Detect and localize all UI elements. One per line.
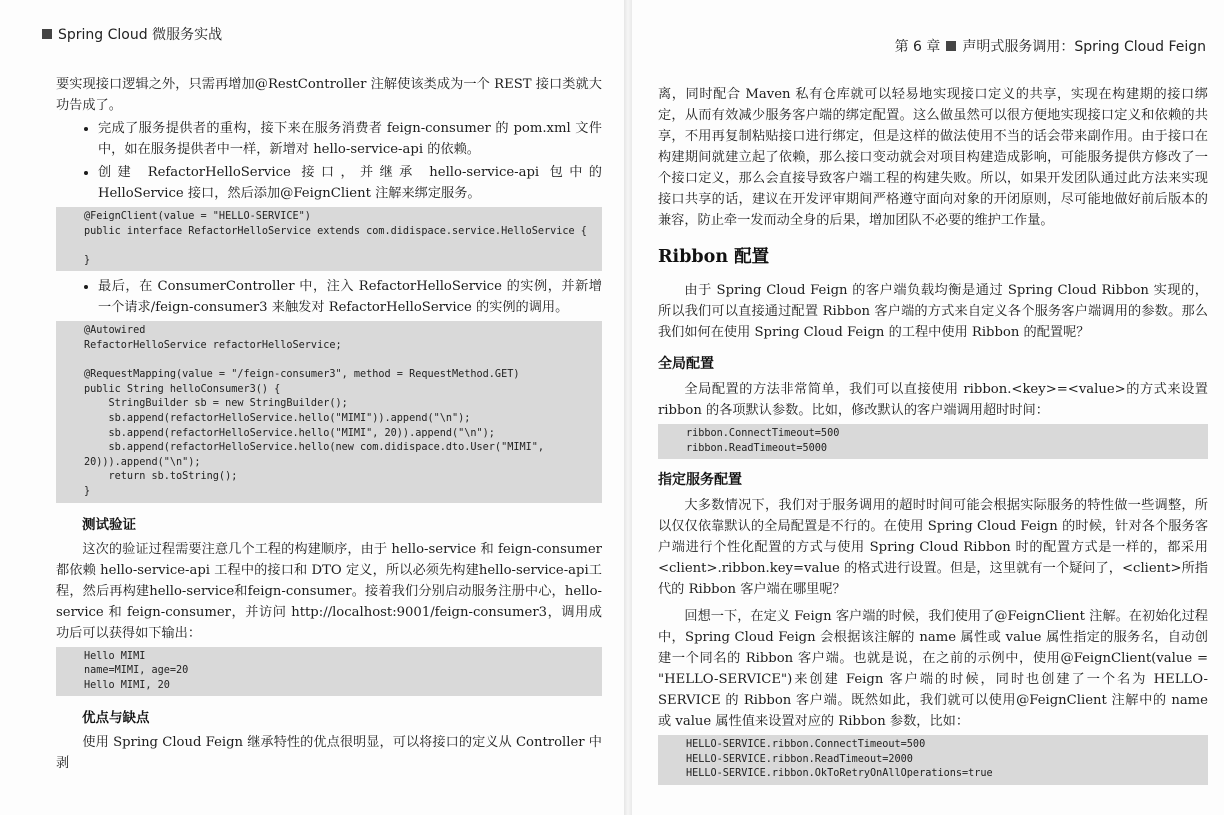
code-block-service-ribbon: HELLO-SERVICE.ribbon.ConnectTimeout=500 HELLO-SERVICE.ribbon.ReadTimeout=2000 HELLO-SERVICE.ribbon.OkToRetryOnAllOperations=true <box>658 735 1208 785</box>
running-header-right: 第 6 章 声明式服务调用：Spring Cloud Feign <box>894 39 1206 55</box>
paragraph-ribbon-intro: 由于 Spring Cloud Feign 的客户端负载均衡是通过 Spring Cloud Ribbon 实现的，所以我们可以直接通过配置 Ribbon 客户端的方式来自定义各个服务客户端调用的参数。那么我们如何在使用 Spring Cloud Feign 的工程中使用 Ribbon 的配置呢？ <box>658 283 1208 340</box>
left-content <box>56 74 602 774</box>
running-header-left: Spring Cloud 微服务实战 <box>42 24 222 44</box>
header-square-icon <box>42 29 52 39</box>
left-paragraph-intro: 要实现接口逻辑之外，只需再增加@RestController 注解使该类成为一个 REST 接口类就大功告成了。 <box>56 77 602 113</box>
book-gutter <box>624 0 632 815</box>
right-content <box>658 84 1208 790</box>
bullet-list-a <box>56 118 602 204</box>
code-block-global: ribbon.ConnectTimeout=500 ribbon.ReadTimeout=5000 <box>658 424 1208 459</box>
bullet-item: • 创建 RefactorHelloService 接口，并继承 hello-service-api 包中的 HelloService 接口，然后添加@FeignClient 注解来绑定服务。 <box>98 162 602 204</box>
bullet-list-b <box>56 276 602 318</box>
heading-specific-config: 指定服务配置 <box>658 472 742 489</box>
code-block-controller: @Autowired RefactorHelloService refactorHelloService; @RequestMapping(value = "/feign-consumer3", method = RequestMethod.GET) public String helloConsumer3() { StringBuilder sb = new StringBuilder(); sb.append(refactorHelloService.hello("MIMI")).append("\n"); sb.append(refactorHelloService.hello("MIMI", 20)).append("\n"); sb.append(refactorHelloService.hello(new com.didispace.dto.User("MIMI", 20))).append("\n"); return sb.toString(); } <box>56 321 602 502</box>
heading-pros-cons: 优点与缺点 <box>82 710 150 727</box>
paragraph-specific-2: 回想一下，在定义 Feign 客户端的时候，我们使用了@FeignClient 注解。在初始化过程中，Spring Cloud Feign 会根据该注解的 name 属性或 value 属性指定的服务名，自动创建一个同名的 Ribbon 客户端。也就是说，在之前的示例中，使用@FeignClient(value = "HELLO-SERVICE")来创建 Feign 客户端的时候，同时也创建了一个名为 HELLO-SERVICE 的 Ribbon 客户端。既然如此，我们就可以使用@FeignClient 注解中的 name 或 value 属性值来设置对应的 Ribbon 参数，比如： <box>658 609 1208 730</box>
bullet-item: • 最后，在 ConsumerController 中，注入 RefactorHelloService 的实例，并新增一个请求/feign-consumer3 来触发对 RefactorHelloService 的实例的调用。 <box>98 276 602 318</box>
header-square-icon <box>946 41 956 51</box>
right-page <box>632 0 1224 815</box>
code-block-feignclient: @FeignClient(value = "HELLO-SERVICE") public interface RefactorHelloService extends com.didispace.service.HelloService { } <box>56 207 602 271</box>
heading-global-config: 全局配置 <box>658 356 714 372</box>
paragraph-test: 这次的验证过程需要注意几个工程的构建顺序，由于 hello-service 和 feign-consumer 都依赖 hello-service-api 工程中的接口和 DTO 定义，所以必须先构建hello-service-api工程，然后再构建hello-service和feign-consumer。接着我们分别启动服务注册中心，hello-service 和 feign-consumer，并访问 http://localhost:9001/feign-consumer3，调用成功后可以获得如下输出： <box>56 541 602 641</box>
heading-test: 测试验证 <box>82 516 136 533</box>
code-block-output: Hello MIMI name=MIMI, age=20 Hello MIMI, 20 <box>56 647 602 697</box>
right-paragraph-continued: 离，同时配合 Maven 私有仓库就可以轻易地实现接口定义的共享，实现在构建期的接口绑定，从而有效减少服务客户端的绑定配置。这么做虽然可以很方便地实现接口定义和依赖的共享，不用再复制粘贴接口进行绑定，但是这样的做法使用不当的话会带来副作用。由于接口在构建期间就建立起了依赖，那么接口变动就会对项目构建造成影响，可能服务提供方修改了一个接口定义，那么会直接导致客户端工程的构建失败。所以，如果开发团队通过此方法来实现接口共享的话，建议在开发评审期间严格遵守面向对象的开闭原则，尽可能地做好前后版本的兼容，防止牵一发而动全身的后果，增加团队不必要的维护工作量。 <box>658 87 1208 228</box>
section-title-ribbon: Ribbon 配置 <box>658 247 770 267</box>
paragraph-pros: 使用 Spring Cloud Feign 继承特性的优点很明显，可以将接口的定义从 Controller 中剥 <box>56 735 602 772</box>
paragraph-global-config: 全局配置的方法非常简单，我们可以直接使用 ribbon.<key>=<value>的方式来设置 ribbon 的各项默认参数。比如，修改默认的客户端调用超时时间： <box>658 382 1208 418</box>
bullet-item: • 完成了服务提供者的重构，接下来在服务消费者 feign-consumer 的 pom.xml 文件中，如在服务提供者中一样，新增对 hello-service-api 的依赖。 <box>98 118 602 160</box>
paragraph-specific-1: 大多数情况下，我们对于服务调用的超时时间可能会根据实际服务的特性做一些调整，所以仅仅依靠默认的全局配置是不行的。在使用 Spring Cloud Feign 的时候，针对各个服务客户端进行个性化配置的方式与使用 Spring Cloud Ribbon 时的配置方式是一样的，都采用<client>.ribbon.key=value 的格式进行设置。但是，这里就有一个疑问了，<client>所指代的 Ribbon 客户端在哪里呢？ <box>658 498 1208 598</box>
